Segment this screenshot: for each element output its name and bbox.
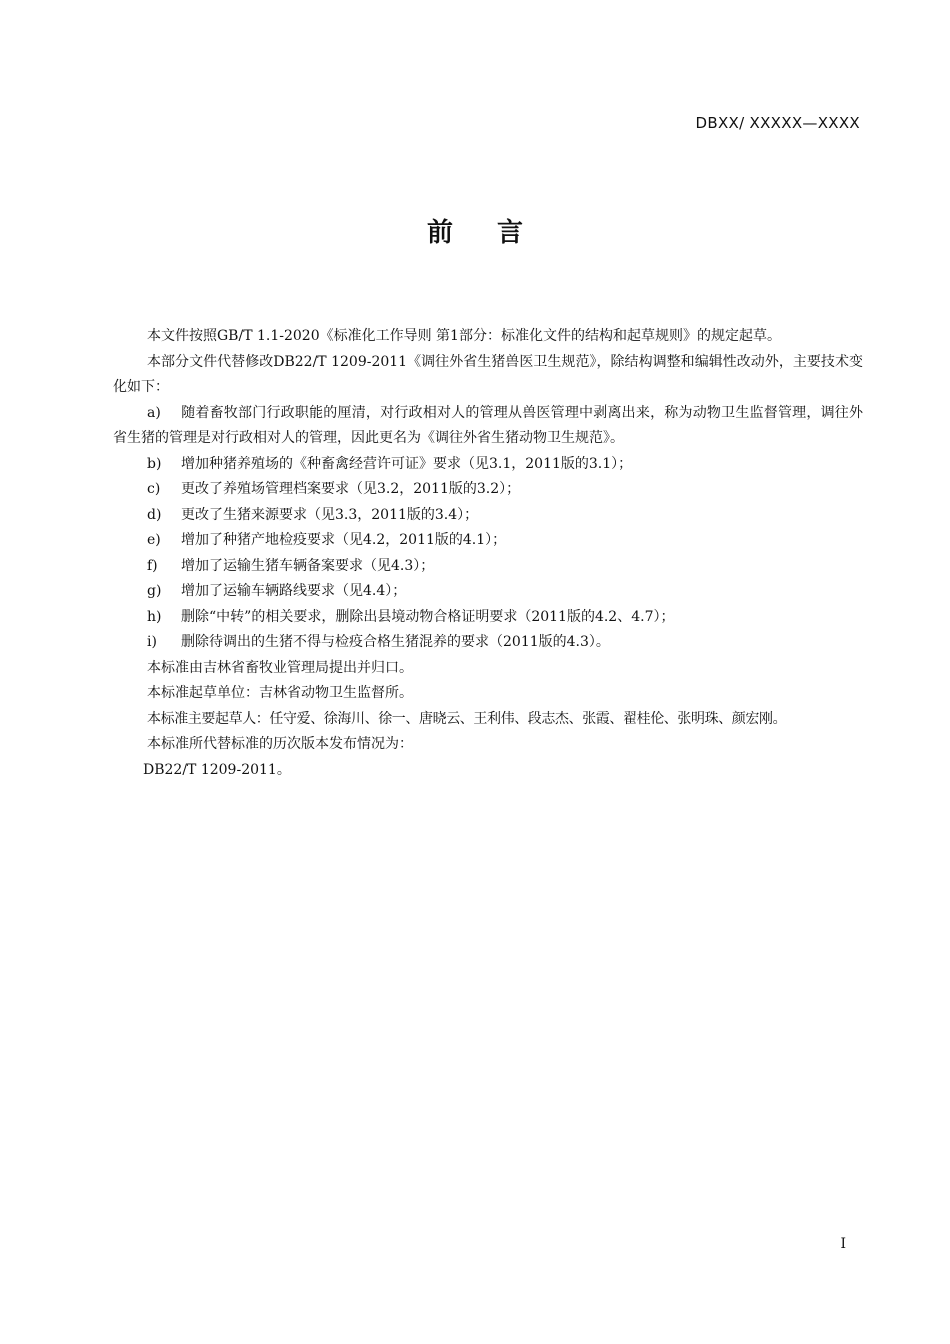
document-code: DBXX/ XXXXX—XXXX xyxy=(695,114,860,132)
list-item xyxy=(113,579,863,605)
history-item: DB22/T 1209-2011。 xyxy=(143,761,291,778)
paragraph-history-intro: 本标准所代替标准的历次版本发布情况为： xyxy=(147,736,413,752)
list-item xyxy=(113,630,863,656)
paragraph-replacement: 本部分文件代替修改DB22/T 1209-2011《调往外省生猪兽医卫生规范》，除结构调整和编辑性改动外，主要技术变化如下： xyxy=(113,353,863,395)
list-item-mark: c) xyxy=(147,481,161,497)
paragraph-drafters: 本标准主要起草人：任守爱、徐海川、徐一、唐晓云、王利伟、段志杰、张霞、翟桂伦、张明珠、颜宏刚。 xyxy=(147,710,787,727)
paragraph-proposer: 本标准由吉林省畜牧业管理局提出并归口。 xyxy=(147,659,413,676)
list-item xyxy=(113,477,863,503)
page-number: I xyxy=(840,1236,846,1252)
list-item-text: 增加种猪养殖场的《种畜禽经营许可证》要求（见3.1，2011版的3.1）； xyxy=(181,455,633,472)
list-item xyxy=(113,452,863,478)
list-item-mark: i) xyxy=(147,634,157,650)
list-item-mark: a) xyxy=(147,404,161,421)
list-item-text: 更改了生猪来源要求（见3.3，2011版的3.4）； xyxy=(181,506,479,523)
list-item-text: 增加了运输生猪车辆备案要求（见4.3）； xyxy=(181,557,435,574)
list-item-text: 更改了养殖场管理档案要求（见3.2，2011版的3.2）； xyxy=(181,481,521,497)
list-item xyxy=(113,554,863,580)
list-item xyxy=(113,605,863,631)
paragraph-drafting-unit: 本标准起草单位：吉林省动物卫生监督所。 xyxy=(147,685,413,701)
list-item-text: 删除“中转”的相关要求，删除出县境动物合格证明要求（2011版的4.2、4.7）； xyxy=(181,608,675,625)
list-item-text: 增加了运输车辆路线要求（见4.4）； xyxy=(181,583,407,599)
list-item-mark: f) xyxy=(147,557,158,574)
list-item-text: 删除待调出的生猪不得与检疫合格生猪混养的要求（2011版的4.3）。 xyxy=(181,634,610,650)
list-item xyxy=(113,528,863,554)
list-item-text: 随着畜牧部门行政职能的厘清，对行政相对人的管理从兽医管理中剥离出来，称为动物卫生监督管理，调往外省生猪的管理是对行政相对人的管理，因此更名为《调往外省生猪动物卫生规范》。 xyxy=(113,404,863,446)
list-item xyxy=(113,503,863,529)
list-item-text: 增加了种猪产地检疫要求（见4.2，2011版的4.1）； xyxy=(181,532,507,548)
list-item-mark: g) xyxy=(147,583,162,599)
paragraph-basis: 本文件按照GB/T 1.1-2020《标准化工作导则 第1部分：标准化文件的结构和起草规则》的规定起草。 xyxy=(147,328,781,344)
list-item-mark: e) xyxy=(147,532,161,548)
list-item-mark: d) xyxy=(147,506,162,523)
foreword-body xyxy=(113,324,863,783)
list-item-mark: h) xyxy=(147,608,162,625)
list-item-mark: b) xyxy=(147,455,162,472)
list-item xyxy=(113,401,863,452)
page-title: 前言 xyxy=(426,218,567,248)
